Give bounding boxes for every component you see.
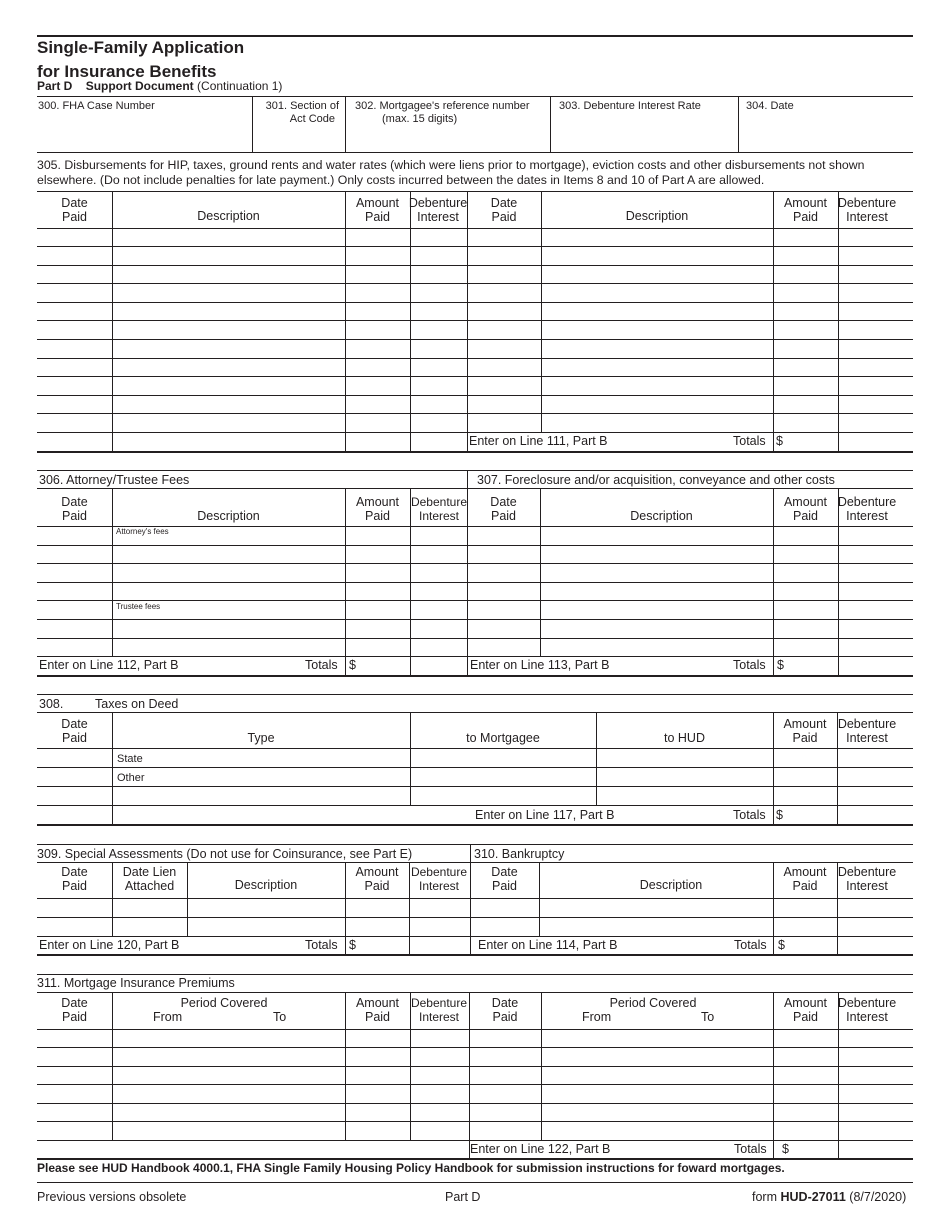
row-line	[37, 358, 913, 359]
divider	[773, 191, 774, 451]
divider	[838, 191, 839, 451]
col-date: Date	[61, 865, 88, 879]
s306-totals-dollar: $	[349, 658, 356, 672]
row-line	[37, 582, 913, 583]
col-paid: Paid	[792, 731, 818, 745]
s308-col-type: Type	[247, 731, 275, 745]
top-fields-rule	[37, 96, 913, 97]
continuation-label: (Continuation 1)	[197, 79, 283, 93]
s305-col-debenture-left	[405, 196, 471, 224]
row-line	[37, 339, 913, 340]
s308-col-to-mortgagee: to Mortgagee	[466, 731, 540, 745]
s307-col-amount	[773, 495, 838, 523]
col-paid: Paid	[492, 1010, 518, 1024]
col-amount: Amount	[783, 996, 828, 1010]
col-amount: Amount	[783, 865, 827, 879]
divider	[470, 844, 471, 954]
s309-totals-amount-input[interactable]	[357, 937, 408, 953]
s307-enter-on-line: Enter on Line 113, Part B	[470, 658, 610, 672]
col-debenture: Debenture	[410, 996, 468, 1010]
row-line	[37, 302, 913, 303]
debenture-interest-rate-label: 303. Debenture Interest Rate	[559, 100, 701, 112]
s308-col-date-paid	[37, 717, 112, 745]
s309-header-top	[37, 862, 913, 863]
mortgagee-reference-input[interactable]	[347, 127, 549, 150]
s310-col-description: Description	[639, 878, 703, 892]
row-line	[37, 376, 913, 377]
s309-col-description: Description	[234, 878, 298, 892]
fha-case-number-label: 300. FHA Case Number	[38, 100, 155, 112]
s308-bottom-rule	[37, 824, 913, 826]
col-debenture: Debenture	[410, 495, 468, 509]
divider	[410, 191, 411, 451]
s307-totals-label: Totals	[733, 658, 766, 672]
col-date: Date	[61, 717, 88, 731]
col-paid: Paid	[61, 1010, 88, 1024]
s309-bottom-rule	[37, 954, 913, 956]
row-line	[37, 1047, 913, 1048]
form-title	[37, 38, 244, 58]
divider	[541, 191, 542, 433]
col-paid: Paid	[792, 509, 819, 523]
col-amount: Amount	[355, 495, 400, 509]
s305-col-amount-right	[773, 196, 838, 224]
s309-totals-label: Totals	[305, 938, 338, 952]
s308-header-rule	[37, 748, 913, 749]
s311-totals-dollar: $	[782, 1142, 789, 1156]
row-line	[37, 1084, 913, 1085]
s311-col-from-left: From	[153, 1010, 183, 1024]
row-line	[37, 395, 913, 396]
s311-col-to-left: To	[273, 1010, 287, 1024]
s311-col-period-covered-right: Period Covered	[609, 996, 697, 1010]
s309-col-debenture	[406, 865, 472, 893]
col-debenture: Debenture	[408, 196, 468, 210]
col-paid: Paid	[491, 879, 518, 893]
handbook-notice: Please see HUD Handbook 4000.1, FHA Single Family Housing Policy Handbook for submission instructions for foward mortgages.	[37, 1161, 785, 1175]
date-label: 304. Date	[746, 100, 794, 112]
top-fields-bottom	[37, 152, 913, 153]
col-interest: Interest	[846, 509, 888, 523]
mortgagee-reference-label-1: 302. Mortgagee's reference number	[355, 100, 530, 112]
s309-top-rule	[37, 844, 913, 845]
row-line	[37, 656, 913, 657]
col-interest: Interest	[418, 879, 460, 893]
s308-totals-amount-input[interactable]	[784, 807, 836, 823]
col-date: Date	[490, 495, 517, 509]
s306-totals-amount-input[interactable]	[357, 658, 409, 674]
col-debenture: Debenture	[837, 717, 897, 731]
s309-col-amount	[345, 865, 409, 893]
row-line	[37, 767, 913, 768]
s309-col-date-lien	[112, 865, 187, 893]
col-date: Date	[490, 196, 518, 210]
s308-title: Taxes on Deed	[95, 697, 179, 711]
row-line	[37, 619, 913, 620]
s305-instructions-line1: 305. Disbursements for HIP, taxes, ground rents and water rates (which were liens prior to mortgage), eviction costs and other disbursements not shown	[37, 158, 865, 172]
row-line	[37, 265, 913, 266]
s305-bottom-rule	[37, 451, 913, 453]
s309-enter-on-line: Enter on Line 120, Part B	[39, 938, 180, 952]
col-date-lien: Date Lien	[122, 865, 177, 879]
divider	[539, 862, 540, 936]
s311-totals-amount-input[interactable]	[792, 1141, 836, 1157]
s305-totals-dollar: $	[776, 434, 783, 448]
state-label: State	[117, 753, 143, 765]
col-interest: Interest	[846, 210, 888, 224]
s305-top-rule	[37, 191, 913, 192]
s308-col-debenture	[834, 717, 900, 745]
s306-header-top	[37, 488, 913, 489]
col-paid: Paid	[364, 1010, 391, 1024]
form-date: (8/7/2020)	[845, 1190, 907, 1204]
divider	[550, 96, 551, 152]
divider	[345, 191, 346, 451]
col-paid: Paid	[364, 509, 391, 523]
s311-col-from-right: From	[582, 1010, 612, 1024]
s307-col-description: Description	[630, 509, 693, 523]
s308-totals-dollar: $	[776, 808, 783, 822]
col-debenture: Debenture	[837, 196, 897, 210]
col-debenture: Debenture	[837, 495, 897, 509]
form-number: HUD-27011	[780, 1190, 846, 1204]
col-date: Date	[491, 865, 518, 879]
s308-top-rule	[37, 694, 913, 695]
divider	[345, 96, 346, 152]
form-prefix: form	[752, 1190, 781, 1204]
s306-col-date-paid	[37, 495, 112, 523]
s309-col-date-paid	[37, 865, 112, 893]
s309-header-rule	[37, 898, 913, 899]
fha-case-number-input[interactable]	[38, 114, 250, 150]
col-date: Date	[61, 996, 88, 1010]
s308-col-amount	[773, 717, 837, 745]
row-line	[37, 413, 913, 414]
row-line	[37, 786, 913, 787]
col-date: Date	[61, 196, 88, 210]
s305-instructions-line2: elsewhere. (Do not include penalties for late payment.) Only costs incurred between the dates in Items 8 and 10 of Part A are allowed.	[37, 173, 765, 187]
row-line	[37, 563, 913, 564]
s305-col-debenture-right	[834, 196, 900, 224]
s306-col-debenture	[408, 495, 470, 523]
s311-totals-label: Totals	[734, 1142, 767, 1156]
s307-col-date-paid	[467, 495, 540, 523]
s305-col-description-left: Description	[197, 209, 260, 223]
s306-top-rule	[37, 470, 913, 471]
s307-totals-amount-input[interactable]	[785, 658, 837, 674]
col-amount: Amount	[783, 196, 828, 210]
date-input[interactable]	[740, 114, 912, 150]
s305-col-description-right: Description	[625, 209, 689, 223]
col-date: Date	[61, 495, 88, 509]
s307-totals-dollar: $	[777, 658, 784, 672]
s307-col-debenture	[834, 495, 900, 523]
s306-title: 306. Attorney/Trustee Fees	[39, 473, 190, 487]
col-date: Date	[491, 996, 519, 1010]
s305-totals-label: Totals	[733, 434, 766, 448]
s308-number: 308.	[39, 697, 64, 711]
section-act-code-label-1: 301. Section of	[265, 100, 339, 112]
col-debenture: Debenture	[837, 865, 897, 879]
col-interest: Interest	[846, 731, 888, 745]
col-amount: Amount	[355, 996, 400, 1010]
s311-col-date-paid-right	[469, 996, 541, 1024]
col-interest: Interest	[418, 1010, 460, 1024]
part-heading	[37, 79, 282, 93]
s310-totals-dollar: $	[778, 938, 785, 952]
col-amount: Amount	[355, 865, 399, 879]
s311-col-amount-left	[345, 996, 410, 1024]
s311-col-debenture-left	[406, 996, 472, 1024]
form-number-label	[752, 1190, 906, 1204]
attorney-fees-label: Attorney's fees	[116, 527, 169, 536]
s309-totals-dollar: $	[349, 938, 356, 952]
divider	[596, 712, 597, 805]
s311-col-debenture-right	[834, 996, 900, 1024]
s306-bottom-rule	[37, 675, 913, 677]
s311-enter-on-line: Enter on Line 122, Part B	[470, 1142, 611, 1156]
s310-col-amount	[773, 865, 837, 893]
s306-col-amount	[345, 495, 410, 523]
col-paid: Paid	[61, 509, 88, 523]
col-interest: Interest	[418, 509, 460, 523]
s307-title: 307. Foreclosure and/or acquisition, conveyance and other costs	[477, 473, 835, 487]
s305-col-date-paid-right	[467, 196, 541, 224]
row-line	[37, 1140, 913, 1141]
s306-enter-on-line: Enter on Line 112, Part B	[39, 658, 179, 672]
col-attached: Attached	[124, 879, 175, 893]
row-line	[37, 320, 913, 321]
s305-col-date-paid-left	[37, 196, 112, 224]
s305-totals-amount-input[interactable]	[784, 434, 837, 450]
divider	[541, 992, 542, 1140]
s311-header-rule	[37, 1029, 913, 1030]
col-interest: Interest	[417, 210, 459, 224]
s305-enter-on-line: Enter on Line 111, Part B	[469, 434, 608, 448]
divider	[467, 191, 468, 451]
col-paid: Paid	[792, 1010, 819, 1024]
s311-header-top	[37, 992, 913, 993]
divider	[112, 992, 113, 1140]
col-paid: Paid	[364, 879, 390, 893]
s310-title: 310. Bankruptcy	[474, 847, 565, 861]
row-line	[37, 1066, 913, 1067]
s309-title: 309. Special Assessments (Do not use for Coinsurance, see Part E)	[37, 847, 413, 861]
trustee-fees-label: Trustee fees	[116, 602, 161, 611]
part-name: Support Document	[85, 79, 194, 93]
row-line	[37, 805, 913, 806]
row-line	[37, 638, 913, 639]
col-debenture: Debenture	[410, 865, 468, 879]
col-paid: Paid	[491, 210, 517, 224]
divider	[112, 712, 113, 824]
col-paid: Paid	[61, 731, 88, 745]
row-line	[37, 545, 913, 546]
row-line	[37, 600, 913, 601]
s308-header-top	[37, 712, 913, 713]
footer-rule	[37, 1182, 913, 1183]
section-act-code-input[interactable]	[254, 127, 344, 150]
s311-bottom-rule	[37, 1158, 913, 1160]
s308-enter-on-line: Enter on Line 117, Part B	[475, 808, 615, 822]
s311-col-period-covered-left: Period Covered	[180, 996, 268, 1010]
row-line	[37, 936, 913, 937]
s310-enter-on-line: Enter on Line 114, Part B	[478, 938, 618, 952]
col-paid: Paid	[490, 509, 517, 523]
s310-totals-label: Totals	[734, 938, 767, 952]
col-paid: Paid	[792, 210, 819, 224]
mortgagee-reference-label-2: (max. 15 digits)	[382, 113, 458, 125]
col-amount: Amount	[783, 717, 827, 731]
row-line	[37, 1121, 913, 1122]
form-title-line1: Single-Family Application	[37, 38, 245, 57]
s305-header-rule	[37, 228, 913, 229]
divider	[187, 862, 188, 936]
s310-col-date-paid	[470, 865, 539, 893]
s310-col-debenture	[834, 865, 900, 893]
row-line	[37, 917, 913, 918]
col-interest: Interest	[846, 1010, 888, 1024]
row-line	[37, 432, 913, 433]
s311-col-amount-right	[773, 996, 838, 1024]
divider	[410, 712, 411, 805]
debenture-interest-rate-input[interactable]	[552, 114, 737, 150]
s310-totals-amount-input[interactable]	[786, 937, 836, 953]
row-line	[37, 246, 913, 247]
previous-versions-obsolete: Previous versions obsolete	[37, 1190, 187, 1204]
footer-part-label: Part D	[445, 1190, 481, 1204]
col-paid: Paid	[61, 210, 88, 224]
s311-top-rule	[37, 974, 913, 975]
col-paid: Paid	[61, 879, 88, 893]
s308-col-to-hud: to HUD	[664, 731, 705, 745]
divider	[738, 96, 739, 152]
s305-col-amount-left	[345, 196, 410, 224]
top-rule	[37, 35, 913, 37]
s308-totals-label: Totals	[733, 808, 766, 822]
col-paid: Paid	[792, 879, 818, 893]
other-label: Other	[117, 772, 145, 784]
col-amount: Amount	[355, 196, 400, 210]
s311-title: 311. Mortgage Insurance Premiums	[37, 976, 235, 990]
s306-col-description: Description	[197, 509, 260, 523]
row-line	[37, 1103, 913, 1104]
col-interest: Interest	[846, 879, 888, 893]
s311-col-to-right: To	[701, 1010, 715, 1024]
row-line	[37, 283, 913, 284]
col-debenture: Debenture	[837, 996, 897, 1010]
part-label: Part D	[37, 79, 73, 93]
form-title-line2: for Insurance Benefits	[37, 62, 217, 81]
s311-col-date-paid-left	[37, 996, 112, 1024]
s306-totals-label: Totals	[305, 658, 338, 672]
col-paid: Paid	[364, 210, 391, 224]
divider	[112, 191, 113, 451]
s305-instructions	[37, 158, 864, 188]
col-amount: Amount	[783, 495, 828, 509]
section-act-code-label-2: Act Code	[289, 113, 335, 125]
